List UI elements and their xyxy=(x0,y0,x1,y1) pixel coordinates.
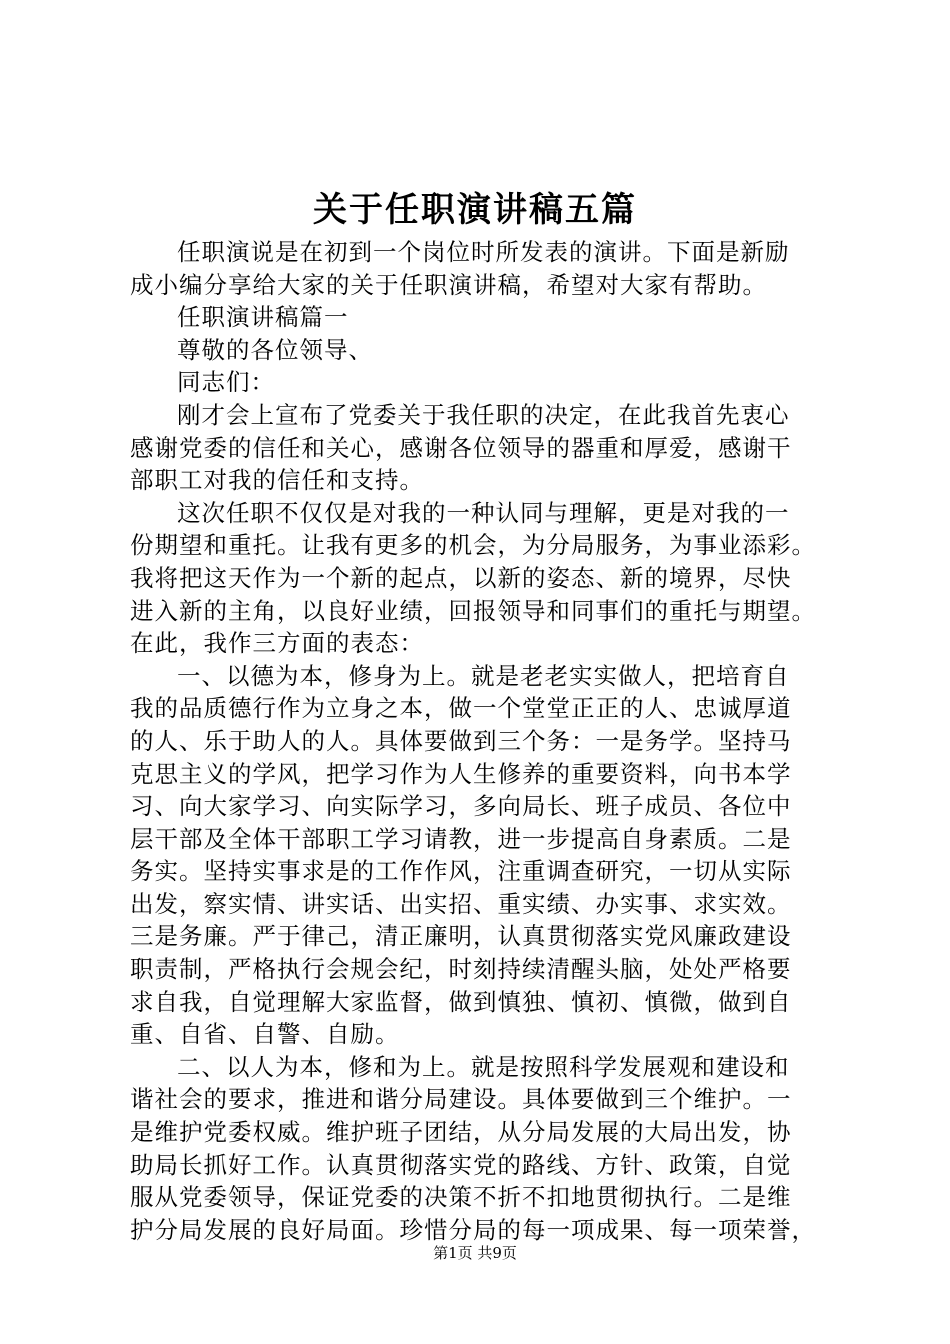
text-line: 这次任职不仅仅是对我的一种认同与理解，更是对我的一 xyxy=(177,498,790,527)
paragraph xyxy=(130,660,830,1051)
paragraph xyxy=(130,334,830,367)
text-line: 尊敬的各位领导、 xyxy=(177,335,373,364)
text-line: 务实。坚持实事求是的工作作风，注重调查研究，一切从实际 xyxy=(130,857,792,886)
text-line: 在此，我作三方面的表态： xyxy=(130,629,424,658)
text-line: 三是务廉。严于律己，清正廉明，认真贯彻落实党风廉政建设 xyxy=(130,922,792,951)
text-line: 我将把这天作为一个新的起点，以新的姿态、新的境界，尽快 xyxy=(130,563,792,592)
text-line: 同志们： xyxy=(177,368,275,397)
text-line: 职责制，严格执行会规会纪，时刻持续清醒头脑，处处严格要 xyxy=(130,955,792,984)
text-line: 习、向大家学习、向实际学习，多向局长、班子成员、各位中 xyxy=(130,792,792,821)
text-line: 护分局发展的良好局面。珍惜分局的每一项成果、每一项荣誉， xyxy=(130,1215,816,1244)
paragraph xyxy=(130,301,830,334)
paragraph xyxy=(130,399,830,497)
text-line: 克思主义的学风，把学习作为人生修养的重要资料，向书本学 xyxy=(130,759,792,788)
text-line: 任职演讲稿篇一 xyxy=(177,303,349,332)
text-line: 二、以人为本，修和为上。就是按照科学发展观和建设和 xyxy=(177,1052,790,1081)
text-line: 层干部及全体干部职工学习请教，进一步提高自身素质。二是 xyxy=(130,824,792,853)
text-line: 刚才会上宣布了党委关于我任职的决定，在此我首先衷心 xyxy=(177,400,790,429)
text-line: 谐社会的要求，推进和谐分局建设。具体要做到三个维护。一 xyxy=(130,1085,792,1114)
document-title: 关于任职演讲稿五篇 xyxy=(313,190,637,230)
text-line: 一、以德为本，修身为上。就是老老实实做人，把培育自 xyxy=(177,661,790,690)
page-footer: 第1页 共9页 xyxy=(433,1244,517,1262)
text-line: 任职演说是在初到一个岗位时所发表的演讲。下面是新励 xyxy=(177,238,790,266)
text-line: 成小编分享给大家的关于任职演讲稿，希望对大家有帮助。 xyxy=(130,270,767,299)
text-line: 进入新的主角，以良好业绩，回报领导和同事们的重托与期望。 xyxy=(130,596,816,625)
paragraph xyxy=(130,236,830,301)
text-line: 重、自省、自警、自励。 xyxy=(130,1020,400,1049)
text-line: 我的品质德行作为立身之本，做一个堂堂正正的人、忠诚厚道 xyxy=(130,694,792,723)
text-line: 助局长抓好工作。认真贯彻落实党的路线、方针、政策，自觉 xyxy=(130,1150,792,1179)
text-line: 求自我，自觉理解大家监督，做到慎独、慎初、慎微，做到自 xyxy=(130,987,792,1016)
text-line: 份期望和重托。让我有更多的机会，为分局服务，为事业添彩。 xyxy=(130,531,816,560)
paragraph xyxy=(130,497,830,660)
text-line: 感谢党委的信任和关心，感谢各位领导的器重和厚爱，感谢干 xyxy=(130,433,792,462)
paragraph xyxy=(130,1051,830,1247)
text-line: 部职工对我的信任和支持。 xyxy=(130,466,424,495)
text-line: 出发，察实情、讲实话、出实招、重实绩、办实事、求实效。 xyxy=(130,889,792,918)
text-line: 的人、乐于助人的人。具体要做到三个务：一是务学。坚持马 xyxy=(130,726,792,755)
document-body xyxy=(130,236,830,1246)
text-line: 服从党委领导，保证党委的决策不折不扣地贯彻执行。二是维 xyxy=(130,1183,792,1212)
text-line: 是维护党委权威。维护班子团结，从分局发展的大局出发，协 xyxy=(130,1118,792,1147)
paragraph xyxy=(130,366,830,399)
